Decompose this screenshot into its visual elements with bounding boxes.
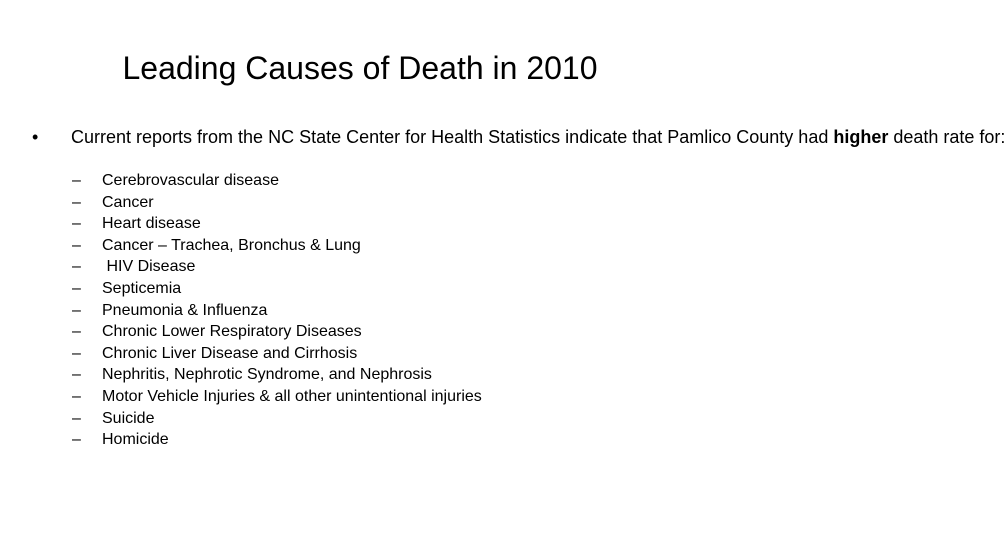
- dash-marker: –: [72, 301, 81, 319]
- dash-marker: –: [72, 409, 81, 427]
- dash-marker: –: [72, 236, 81, 254]
- cause-text: Chronic Liver Disease and Cirrhosis: [102, 344, 358, 362]
- cause-item: [72, 278, 632, 300]
- bullet-text-bold: higher: [833, 127, 889, 147]
- dash-marker: –: [72, 431, 81, 449]
- cause-text: Motor Vehicle Injuries & all other unintentional injuries: [102, 387, 482, 405]
- cause-item: [72, 235, 632, 257]
- cause-text: Suicide: [102, 409, 155, 427]
- cause-item: [72, 364, 632, 386]
- cause-text: Cerebrovascular disease: [102, 172, 279, 189]
- dash-marker: –: [72, 344, 81, 362]
- cause-item: [72, 300, 632, 322]
- bullet-marker: •: [32, 127, 39, 147]
- bullet-text-before: Current reports from the NC State Center for Health Statistics indicate that Pamlico County had: [71, 127, 834, 147]
- cause-item: [72, 343, 632, 365]
- causes-list: [72, 170, 632, 451]
- cause-item: [72, 386, 632, 408]
- bullet-text: [71, 127, 1005, 147]
- dash-marker: –: [72, 387, 81, 405]
- dash-marker: –: [72, 172, 81, 189]
- dash-marker: –: [72, 258, 81, 276]
- cause-text: Septicemia: [102, 279, 182, 297]
- cause-text: Cancer – Trachea, Bronchus & Lung: [102, 236, 361, 254]
- dash-marker: –: [72, 323, 81, 341]
- dash-marker: –: [72, 193, 81, 211]
- cause-text: Heart disease: [102, 215, 201, 233]
- cause-text: Nephritis, Nephrotic Syndrome, and Nephrosis: [102, 366, 432, 384]
- cause-item: [72, 321, 632, 343]
- cause-item: [72, 256, 632, 278]
- cause-item: [72, 429, 632, 451]
- dash-marker: –: [72, 366, 81, 384]
- bullet-text-after: death rate for:: [888, 127, 1005, 147]
- cause-text: Chronic Lower Respiratory Diseases: [102, 323, 362, 341]
- dash-marker: –: [72, 279, 81, 297]
- cause-item: [72, 213, 632, 235]
- cause-text: Pneumonia & Influenza: [102, 301, 268, 319]
- cause-item: [72, 408, 632, 430]
- cause-text: Homicide: [102, 431, 169, 449]
- cause-text: HIV Disease: [102, 258, 196, 276]
- cause-item: [72, 192, 632, 214]
- slide-title: Leading Causes of Death in 2010: [122, 50, 598, 86]
- cause-item: [72, 170, 632, 192]
- dash-marker: –: [72, 215, 81, 233]
- cause-text: Cancer: [102, 193, 154, 211]
